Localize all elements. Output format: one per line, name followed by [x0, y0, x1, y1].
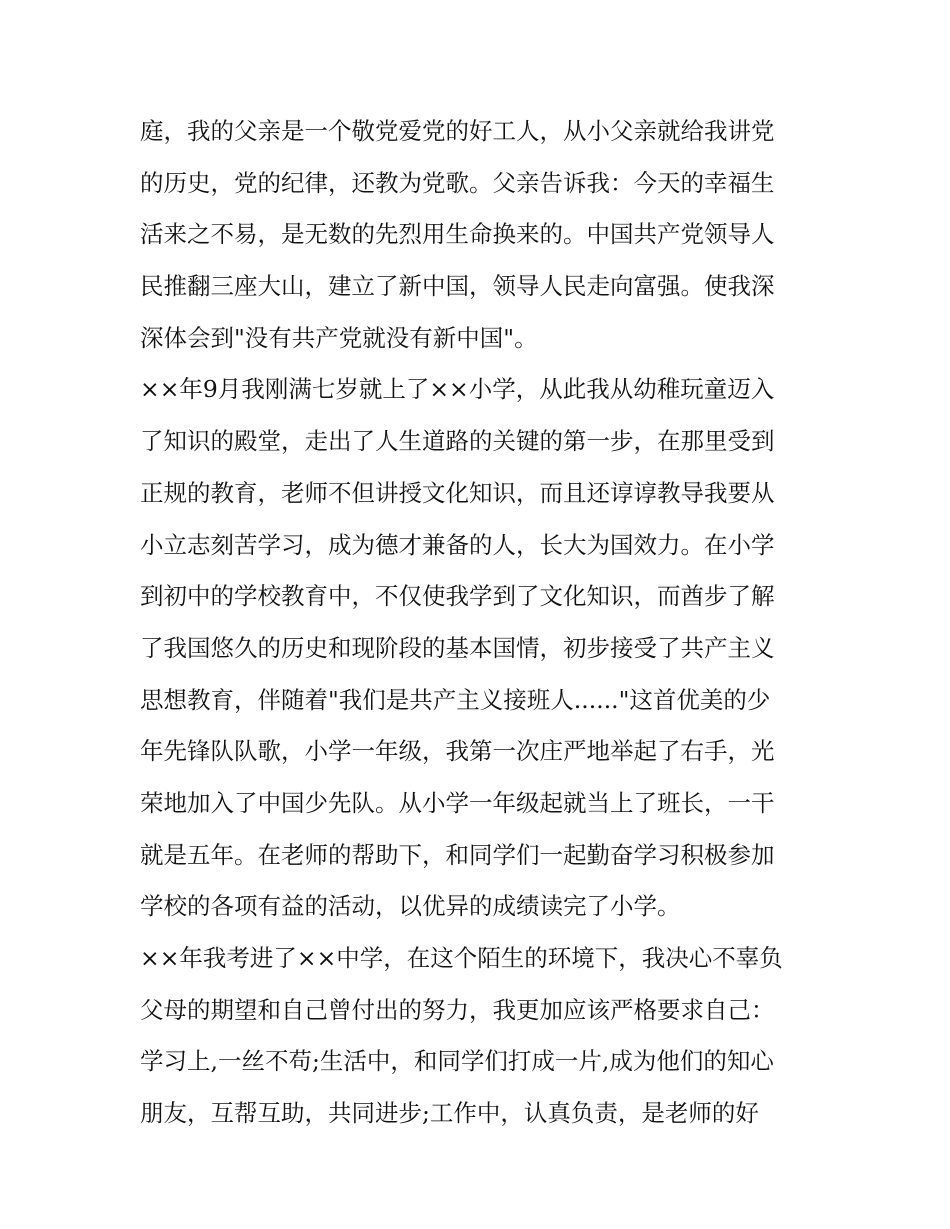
text-line: 活来之不易，是无数的先烈用生命换来的。中国共产党领导人	[140, 220, 775, 249]
text-line: 小立志刻苦学习，成为德才兼备的人，长大为国效力。在小学	[140, 530, 775, 559]
text-line: 民推翻三座大山，建立了新中国，领导人民走向富强。使我深	[140, 272, 775, 301]
text-line: 深体会到"没有共产党就没有新中国"。	[140, 323, 538, 352]
text-line: 学校的各项有益的活动，以优异的成绩读完了小学。	[140, 892, 681, 921]
text-line: ××年我考进了××中学，在这个陌生的环境下，我决心不辜负	[140, 944, 783, 972]
text-line: 思想教育，伴随着"我们是共产主义接班人......"这首优美的少	[140, 685, 771, 714]
text-line: 正规的教育，老师不但讲授文化知识，而且还谆谆教导我要从	[140, 478, 775, 507]
text-line: 荣地加入了中国少先队。从小学一年级起就当上了班长，一干	[140, 788, 775, 817]
text-line: 了我国悠久的历史和现阶段的基本国情，初步接受了共产主义	[140, 633, 775, 662]
text-line: 到初中的学校教育中，不仅使我学到了文化知识，而酋步了解	[140, 582, 775, 611]
text-line: 父母的期望和自己曾付出的努力，我更加应该严格要求自己：	[140, 995, 775, 1024]
text-line: 就是五年。在老师的帮助下，和同学们一起勤奋学习积极参加	[140, 840, 775, 869]
text-line: ××年9月我刚满七岁就上了××小学，从此我从幼稚玩童迈入	[140, 375, 775, 404]
text-line: 年先锋队队歌，小学一年级，我第一次庄严地举起了右手，光	[140, 737, 775, 766]
text-line: 朋友，互帮互助，共同进步;工作中，认真负责，是老师的好	[140, 1099, 759, 1128]
text-line: 的历史，党的纪律，还教为党歌。父亲告诉我：今天的幸福生	[140, 168, 775, 197]
document-body-text	[140, 106, 820, 1140]
text-line: 了知识的殿堂，走出了人生道路的关键的第一步，在那里受到	[140, 427, 775, 456]
text-line: 学习上,一丝不苟;生活中，和同学们打成一片,成为他们的知心	[140, 1047, 774, 1076]
text-line: 庭，我的父亲是一个敬党爱党的好工人，从小父亲就给我讲党	[140, 117, 775, 145]
